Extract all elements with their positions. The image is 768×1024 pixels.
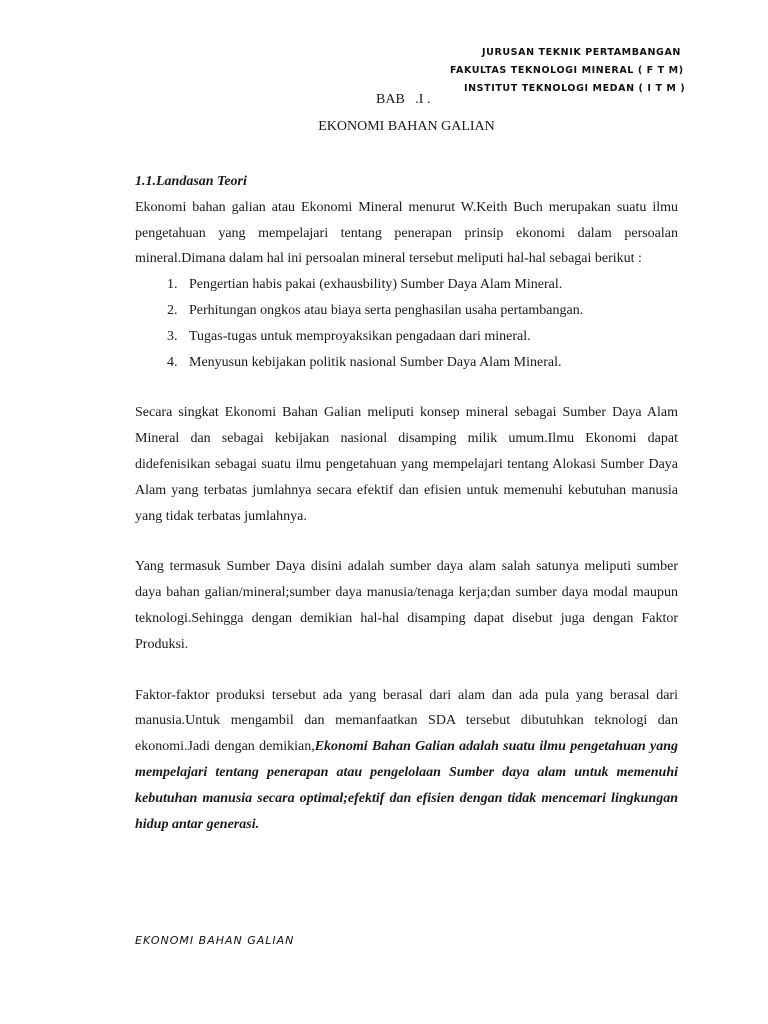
header-institute: INSTITUT TEKNOLOGI MEDAN ( I T M ) bbox=[464, 83, 686, 94]
paragraph-4 bbox=[135, 683, 678, 838]
chapter-label: BAB .I . bbox=[376, 92, 431, 107]
numbered-list bbox=[135, 272, 678, 375]
definition-emphasis: Ekonomi Bahan Galian adalah suatu ilmu pengetahuan yang mempelajari tentang penerapan atau pengelolaan Sumber daya alam untuk memenuhi kebutuhan manusia secara optimal;efektif dan efisien dengan tidak mencemari lingkungan hidup antar generasi. bbox=[135, 739, 678, 832]
header-department: JURUSAN TEKNIK PERTAMBANGAN bbox=[482, 47, 681, 58]
paragraph-3: Yang termasuk Sumber Daya disini adalah sumber daya alam salah satunya meliputi sumber daya bahan galian/mineral;sumber daya manusia/tenaga kerja;dan sumber daya modal maupun teknologi.Sehingga dengan demikian hal-hal disamping dapat disebut juga dengan Faktor Produksi. bbox=[135, 559, 678, 652]
section-heading: 1.1.Landasan Teori bbox=[135, 174, 247, 189]
paragraph-4-text: Faktor-faktor produksi tersebut ada yang berasal dari alam dan ada pula yang berasal dari manusia.Untuk mengambil dan memanfaatkan SDA tersebut dibutuhkan teknologi dan ekonomi.Jadi dengan demikian, bbox=[135, 687, 678, 755]
document-body bbox=[135, 169, 678, 837]
header-faculty: FAKULTAS TEKNOLOGI MINERAL ( F T M) bbox=[450, 65, 684, 76]
spacer bbox=[135, 529, 678, 554]
paragraph-2: Secara singkat Ekonomi Bahan Galian meliputi konsep mineral sebagai Sumber Daya Alam Mineral dan sebagai kebijakan nasional disamping milik umum.Ilmu Ekonomi dapat didefenisikan sebagai suatu ilmu pengetahuan yang mempelajari tentang Alokasi Sumber Daya Alam yang terbatas jumlahnya secara efektif dan efisien untuk memenuhi kebutuhan manusia yang tidak terbatas jumlahnya. bbox=[135, 405, 678, 524]
page-header bbox=[400, 44, 690, 98]
intro-paragraph: Ekonomi bahan galian atau Ekonomi Mineral menurut W.Keith Buch merupakan suatu ilmu pengetahuan yang mempelajari tentang penerapan prinsip ekonomi dalam persoalan mineral.Dimana dalam hal ini persoalan mineral tersebut meliputi hal-hal sebagai berikut : bbox=[135, 199, 678, 267]
list-item: 4. Menyusun kebijakan politik nasional Sumber Daya Alam Mineral. bbox=[181, 350, 678, 376]
list-item: 2. Perhitungan ongkos atau biaya serta penghasilan usaha pertambangan. bbox=[181, 298, 678, 324]
spacer bbox=[135, 658, 678, 683]
page-footer: EKONOMI BAHAN GALIAN bbox=[135, 934, 295, 947]
spacer bbox=[135, 375, 678, 400]
list-item: 3. Tugas-tugas untuk memproyaksikan pengadaan dari mineral. bbox=[181, 324, 678, 350]
list-item: 1. Pengertian habis pakai (exhausbility) Sumber Daya Alam Mineral. bbox=[181, 272, 678, 298]
chapter-title: EKONOMI BAHAN GALIAN bbox=[318, 119, 495, 134]
